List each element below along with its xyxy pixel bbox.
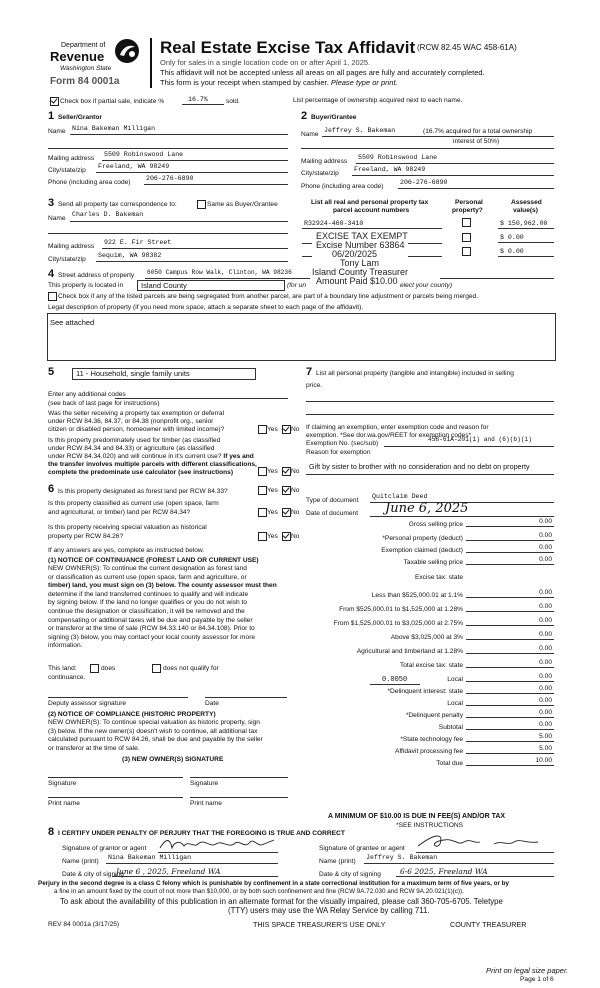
exempt-no-label: Exemption No. (sec/sub) <box>306 440 379 447</box>
use-code-value: 11 - Household, single family units <box>76 369 190 378</box>
s6-q2-no-checkbox[interactable] <box>282 508 291 517</box>
section-5-number: 5 <box>48 366 55 378</box>
sig-grantee-label: Signature of grantee or agent <box>319 845 405 852</box>
tax-row-value[interactable]: 0.00 <box>539 721 552 728</box>
sec3-mail[interactable]: 922 E. Fir Street <box>104 239 172 246</box>
s6-q2-no: No <box>291 509 300 516</box>
same-as-buyer-checkbox[interactable] <box>197 200 206 209</box>
alt-format-2: (TTY) users may use the WA Relay Service by calling 711. <box>228 906 430 915</box>
s6-q1-no: No <box>291 487 300 494</box>
q2f: complete the predominate use calculator (see instructions) <box>48 469 234 476</box>
exempt-label-b: exemption. *See dor.wa.gov/REET for exemption codes* <box>306 432 472 439</box>
notice1-body <box>48 565 277 651</box>
parcel-col1b: parcel account numbers <box>333 207 410 214</box>
tax-row-label: Agricultural and timberland at 1.28% <box>356 648 463 655</box>
dept-line: Department of <box>61 42 106 49</box>
n1p2: or classification as current use (open space, farm and agriculture, or <box>48 573 247 581</box>
s6-q2b: and agricultural, or timber) land per RCW 84.34? <box>48 509 191 516</box>
seller-mail[interactable]: 5509 Robinswood Lane <box>104 151 184 158</box>
segregated-label: Check box if any of the listed parcels are being segregated from another parcel, are part of a boundary line adjustment or parcels being merged. <box>58 293 479 300</box>
ownership-note: List percentage of ownership acquired next to each name. <box>293 97 463 104</box>
personal-property-checkbox-2[interactable] <box>462 233 471 242</box>
tax-row-label: From $1,525,000.01 to $3,025,000 at 2.75% <box>333 620 463 627</box>
sig1-label: Signature <box>48 780 77 787</box>
dept-state: Washington State <box>60 65 112 72</box>
form-number: Form 84 0001a <box>50 76 120 87</box>
q1a: Was the seller receiving a property tax exemption or deferral <box>48 410 225 417</box>
partial-sale-checkbox[interactable] <box>50 97 59 106</box>
q2c-text: under RCW 84.34.020) and will continue in it's current use? <box>48 453 222 460</box>
q1c: citizen or disabled person, homeowner with limited income)? <box>48 426 225 433</box>
seller-city-label: City/state/zip <box>48 167 86 174</box>
revenue-logo-icon <box>114 38 140 64</box>
section-3-number: 3 <box>48 197 55 209</box>
header-divider <box>150 38 152 88</box>
perjury-line1: Perjury in the second degree is a class C felony which is punishable by confinement in a state correctional institution for a maximum term of five years, or by <box>38 880 509 887</box>
exempt-reason[interactable]: Gift by sister to brother with no consideration and no debt on property <box>309 462 530 471</box>
sec3-city[interactable]: Sequim, WA 98382 <box>98 252 162 259</box>
not-qualify-label: does not qualify for <box>163 665 219 672</box>
buyer-city-label: City/state/zip <box>301 170 339 177</box>
sig2-label: Signature <box>190 780 219 787</box>
n1p8: or transferor at the time of sale (RCW 84.33.140 or 84.34.108). Prior to <box>48 625 255 633</box>
grantor-name-label: Name (print) <box>62 858 99 865</box>
s6-q3-yes-checkbox[interactable] <box>258 532 267 541</box>
section-1-number: 1 <box>48 110 55 122</box>
q2e: the transfer involves multiple parcels with different classifications, <box>48 461 257 468</box>
s6-q2-yes-checkbox[interactable] <box>258 508 267 517</box>
q1-no-label: No <box>291 426 300 433</box>
continuance-label: continuance. <box>48 674 86 681</box>
form-rcw: (RCW 82.45 WAC 458-61A) <box>417 43 517 52</box>
section-6-number: 6 <box>48 483 55 495</box>
if-any-yes: If any answers are yes, complete as instructed below. <box>48 547 205 554</box>
sec7-label: List all personal property (tangible and intangible) included in selling <box>316 370 514 377</box>
see-back-label: (see back of last page for instructions) <box>48 400 160 407</box>
s6-q1: Is this property designated as forest land per RCW 84.33? <box>58 488 228 495</box>
sec3-city-label: City/state/zip <box>48 256 86 263</box>
buyer-name-note: (16.7% acquired for a total ownership <box>423 128 533 135</box>
tax-row-value[interactable]: 0.00 <box>539 617 552 624</box>
s6-q1-yes: Yes <box>267 487 278 494</box>
revision: REV 84 0001a (3/17/25) <box>48 921 120 928</box>
n2p2: (3) below. If the new owner(s) doesn't wish to continue, all additional tax <box>48 727 258 735</box>
tax-row-label: *Personal property (deduct) <box>382 535 463 542</box>
seller-name[interactable]: Nina Bakeman Milligan <box>72 125 156 132</box>
located-label: This property is located in <box>48 282 124 289</box>
tax-row-label: *Delinquent interest: state <box>387 688 463 695</box>
parcel-value-1[interactable]: $ 150,962.00 <box>500 220 548 227</box>
n1p10: information. <box>48 642 83 650</box>
same-as-buyer-label: Same as Buyer/Grantee <box>207 201 278 208</box>
header-sub3 <box>160 78 398 87</box>
perjury-line2: a fine in an amount fixed by the court of not more than $10,000, or by both such confinement and fine (RCW 9A.72.030 and RCW 9A.20.021(1)(c)). <box>54 888 464 895</box>
tax-row-label: Taxable selling price <box>403 559 463 566</box>
notice2-body <box>48 719 263 753</box>
tax-row-value[interactable]: 0.00 <box>539 589 552 596</box>
doc-date-label: Date of document <box>306 510 359 517</box>
county-select[interactable] <box>137 280 285 291</box>
s6-q3-no-checkbox[interactable] <box>282 532 291 541</box>
stamp-line1: EXCISE TAX EXEMPT <box>316 231 408 241</box>
doc-type-label: Type of document <box>306 497 359 504</box>
parcel-col3: Assessed <box>511 199 542 206</box>
notice1-heading: (1) NOTICE OF CONTINUANCE (FOREST LAND OR CURRENT USE) <box>48 557 259 564</box>
buyer-heading: Buyer/Grantee <box>311 114 357 121</box>
n1p1: NEW OWNER(S): To continue the current designation as forest land <box>48 565 247 572</box>
tax-row-label: Less than $525,000.01 at 1.1% <box>371 592 463 599</box>
q2a: Is this property predominately used for timber (as classified <box>48 437 221 444</box>
doc-date[interactable]: June 6, 2025 <box>385 501 469 516</box>
notice3-heading: (3) NEW OWNER(S) SIGNATURE <box>122 756 224 763</box>
tax-row-value[interactable]: 0.00 <box>539 556 552 563</box>
seller-city[interactable]: Freeland, WA 98249 <box>98 163 170 170</box>
q1-yes-checkbox[interactable] <box>258 425 267 434</box>
s6-q3-no: No <box>291 533 300 540</box>
stamp-line3: 06/20/2025 <box>332 249 378 259</box>
seller-mail-label: Mailing address <box>48 155 95 162</box>
tax-row-value[interactable]: 0.00 <box>539 709 552 716</box>
sig-grantor-label: Signature of grantor or agent <box>62 845 147 852</box>
tax-row-label: Gross selling price <box>408 521 463 528</box>
n1p7: compensating or additional taxes will be due and payable by the seller <box>48 616 253 624</box>
tax-row-value[interactable]: 5.00 <box>539 745 552 752</box>
local-rate: 0.0050 <box>382 676 408 684</box>
seller-name-label: Name <box>48 128 66 135</box>
stamp-line6: Amount Paid $10.00 <box>316 276 398 286</box>
tax-row-label: From $525,000.01 to $1,525,000 at 1.28% <box>339 606 463 613</box>
s6-q2-yes: Yes <box>267 509 278 516</box>
sec3-name-label: Name <box>48 215 66 222</box>
tax-row-label: Exemption claimed (deduct) <box>381 547 463 554</box>
tax-row-value[interactable]: 0.00 <box>539 518 552 525</box>
tax-row-label: *Delinquent penalty <box>405 712 463 719</box>
tax-row-value[interactable]: 0.00 <box>539 532 552 539</box>
buyer-phone[interactable]: 206-276-6890 <box>400 179 448 186</box>
exempt-label-a: If claiming an exemption, enter exemption code and reason for <box>306 424 489 431</box>
section-7-number: 7 <box>306 366 313 378</box>
does-qualify-checkbox[interactable] <box>90 664 99 673</box>
buyer-name[interactable]: Jeffrey S. Bakeman <box>324 127 396 134</box>
q2-yes-label: Yes <box>267 468 278 475</box>
n2p1: NEW OWNER(S): To continue special valuation as historic property, sign <box>48 719 260 726</box>
deputy-label: Deputy assessor signature <box>48 700 127 707</box>
s6-q1-no-checkbox[interactable] <box>282 486 291 495</box>
grantor-date[interactable]: June 6 , 2025, Freeland WA <box>116 867 221 876</box>
notice2-heading: (2) NOTICE OF COMPLIANCE (HISTORIC PROPERTY) <box>48 711 216 718</box>
sec3-mail-label: Mailing address <box>48 243 95 250</box>
treasurer-use: THIS SPACE TREASURER'S USE ONLY <box>253 920 386 929</box>
tax-row-label: Above $3,025,000 at 3% <box>390 634 463 641</box>
n1p4: determine if the land transferred continues to qualify and will indicate <box>48 590 249 598</box>
section-8-number: 8 <box>48 826 55 838</box>
q2-no-checkbox[interactable] <box>282 467 291 476</box>
n1p6: continue the designation or classification, it will be removed and the <box>48 607 245 615</box>
reason-label: Reason for exemption <box>306 449 371 456</box>
parcel-col1: List all real and personal property tax <box>311 199 429 206</box>
street-address[interactable]: 6050 Campus Row Walk, Clinton, WA 98236 <box>147 269 292 276</box>
parcel-value-2[interactable]: $ 0.00 <box>500 234 524 241</box>
tax-row-value[interactable]: 0.00 <box>539 685 552 692</box>
form-title: Real Estate Excise Tax Affidavit <box>160 38 416 57</box>
tax-row-label: Affidavit processing fee <box>394 748 463 755</box>
county-treasurer: COUNTY TREASURER <box>450 920 527 929</box>
tax-row-label: Local <box>447 700 463 707</box>
n2p4: or transferor at the time of sale. <box>48 744 140 752</box>
q1b: under RCW 84.36, 84.37, or 84.38 (nonprofit org., senior <box>48 418 214 425</box>
grantee-signature[interactable] <box>414 832 544 852</box>
n1p3: timber) land, you must sign on (3) below. The county assessor must then <box>48 582 277 590</box>
certify-text: I CERTIFY UNDER PENALTY OF PERJURY THAT THE FOREGOING IS TRUE AND CORRECT <box>58 830 345 837</box>
tax-row-value[interactable]: 0.00 <box>539 645 552 652</box>
tax-row-label: Subtotal <box>438 724 463 731</box>
parcel-col3b: value(s) <box>513 207 538 214</box>
tax-row-value[interactable]: 0.00 <box>539 659 552 666</box>
grantee-name-label: Name (print) <box>319 858 356 865</box>
section-4-number: 4 <box>48 268 55 280</box>
stamp-line2: Excise Number 63864 <box>316 240 405 250</box>
q2-no-label: No <box>291 468 300 475</box>
q1-yes-label: Yes <box>267 426 278 433</box>
legal-paper-note: Print on legal size paper. <box>486 966 569 975</box>
exempt-stamp <box>312 232 408 286</box>
tax-row-value[interactable]: 0.00 <box>539 631 552 638</box>
tax-row-value[interactable]: 0.00 <box>539 697 552 704</box>
doc-type[interactable]: Quitclaim Deed <box>372 493 428 500</box>
sec7-label2: price. <box>306 382 323 389</box>
not-qualify-checkbox[interactable] <box>152 664 161 673</box>
seller-heading: Seller/Grantor <box>58 114 102 121</box>
s6-q2a: Is this property classified as current use (open space, farm <box>48 500 219 507</box>
legal-description-box[interactable] <box>47 313 556 361</box>
s6-q3-yes: Yes <box>267 533 278 540</box>
buyer-phone-label: Phone (including area code) <box>301 183 384 190</box>
seller-phone[interactable]: 206-276-6890 <box>146 175 194 182</box>
n1p5: by signing below. If the land no longer qualifies or you do not wish to <box>48 599 248 607</box>
parcel-value-3[interactable]: $ 0.00 <box>500 248 524 255</box>
deputy-date-label: Date <box>205 700 219 707</box>
tax-row-value[interactable]: 0.00 <box>539 673 552 680</box>
alt-format-1: To ask about the availability of this publication in an alternate format for the visually impaired, please call 360-705-6705. Teletype <box>60 897 503 906</box>
s6-q3a: Is this property receiving special valuation as historical <box>48 524 207 531</box>
n1p9: signing (3) below, you may contact your local county assessor for more <box>48 633 256 641</box>
minimum-note: A MINIMUM OF $10.00 IS DUE IN FEE(S) AND/OR TAX <box>328 813 506 820</box>
grantor-date-label: Date & city of signing <box>62 871 124 878</box>
parcel-account-1[interactable]: R32924-460-3410 <box>304 220 364 227</box>
buyer-mail-label: Mailing address <box>301 158 348 165</box>
header-sub3-text: This form is your receipt when stamped by cashier. <box>160 78 329 87</box>
legal-text: See attached <box>50 318 95 327</box>
print1-label: Print name <box>48 800 80 807</box>
tax-row-value[interactable]: 0.00 <box>539 544 552 551</box>
select-county-note: elect your county) <box>400 282 453 289</box>
partial-label: Check box if partial sale, indicate % <box>60 98 165 105</box>
see-instructions: *SEE INSTRUCTIONS <box>396 822 464 829</box>
tax-row-value[interactable]: 10.00 <box>535 757 552 764</box>
grantor-name[interactable]: Nina Bakeman Milligan <box>108 854 192 861</box>
buyer-name-note2: interest of 50%) <box>453 138 500 145</box>
tax-row-label: Total excise tax: state <box>399 662 463 669</box>
q2c <box>48 453 254 460</box>
grantee-date-label: Date & city of signing <box>319 871 381 878</box>
seller-phone-label: Phone (including area code) <box>48 179 131 186</box>
tax-row-label: Excise tax: state <box>414 574 463 581</box>
use-code-select[interactable] <box>72 368 256 380</box>
personal-property-checkbox-3[interactable] <box>462 247 471 256</box>
s6-q1-yes-checkbox[interactable] <box>258 486 267 495</box>
s6-q3b: property per RCW 84.26? <box>48 533 124 540</box>
partial-pct[interactable]: 16.7% <box>188 96 208 103</box>
parcel-col2b: property? <box>452 207 483 214</box>
stamp-line5: Island County Treasurer <box>312 267 409 277</box>
parcel-col2: Personal <box>455 199 483 206</box>
header-sub3-italic: Please type or print. <box>330 78 398 87</box>
print2-label: Print name <box>190 800 222 807</box>
dept-name: Revenue <box>50 49 105 64</box>
segregated-checkbox[interactable] <box>48 292 57 301</box>
personal-property-checkbox-1[interactable] <box>462 218 471 227</box>
buyer-city[interactable]: Freeland, WA 98249 <box>354 166 426 173</box>
sec3-name[interactable]: Charles D. Bakeman <box>72 211 144 218</box>
header-sub1: Only for sales in a single location code on or after April 1, 2025. <box>160 58 371 67</box>
tax-row-value[interactable]: 5.00 <box>539 733 552 740</box>
sec3-label: Send all property tax correspondence to: <box>58 201 177 208</box>
legal-label: Legal description of property (if you need more space, attach a separate sheet to each page of the affidavit). <box>48 304 364 311</box>
this-land-label: This land: <box>48 665 77 672</box>
partial-sold: sold. <box>226 98 240 105</box>
tax-row-value[interactable]: 0.00 <box>539 603 552 610</box>
page-number: Page 1 of 6 <box>520 976 554 983</box>
q2d-text: If yes and <box>223 453 254 460</box>
section-2-number: 2 <box>301 110 308 122</box>
tax-row-label: *State technology fee <box>400 736 463 743</box>
n2p3: calculated pursuant to RCW 84.26, shall be due and payable by the seller <box>48 736 263 744</box>
q1-no-checkbox[interactable] <box>282 425 291 434</box>
exempt-no[interactable]: 458-61A-201(1) and (6)(b)(i) <box>428 436 532 443</box>
grantor-signature[interactable] <box>158 836 278 852</box>
county-value: Island County <box>141 281 187 290</box>
tax-row-label: Total due <box>436 760 463 767</box>
add-codes-label: Enter any additional codes <box>48 391 126 398</box>
buyer-mail[interactable]: 5509 Robinswood Lane <box>358 154 438 161</box>
q2-yes-checkbox[interactable] <box>258 467 267 476</box>
buyer-name-label: Name <box>301 131 319 138</box>
header-sub2: This affidavit will not be accepted unless all areas on all pages are fully and accurately completed. <box>160 68 485 77</box>
stamp-line4: Tony Lam <box>340 258 380 268</box>
street-address-label: Street address of property <box>58 272 135 279</box>
grantee-name[interactable]: Jeffrey S. Bakeman <box>366 854 438 861</box>
grantee-date[interactable]: 6-6 2025, Freeland WA <box>400 867 488 876</box>
for-unincorporated: (for un <box>287 282 307 289</box>
tax-row-label: Local <box>447 676 463 683</box>
does-label: does <box>101 665 116 672</box>
q2b: under RCW 84.34 and 84.33) or agriculture (as classified <box>48 445 215 452</box>
